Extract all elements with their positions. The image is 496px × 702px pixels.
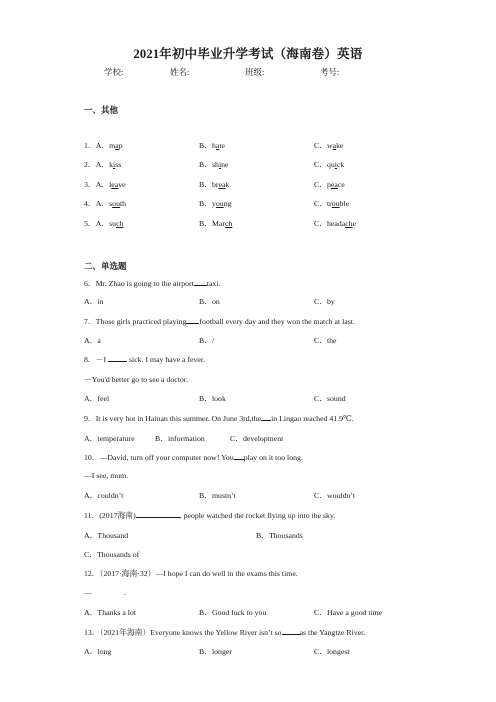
answer-blank [261, 413, 271, 421]
option-c: C．Have a good time [314, 608, 383, 617]
option-c: C．wouldn’t [314, 491, 356, 500]
option-c: C．longest [314, 647, 350, 656]
option-b: B．longer [199, 647, 232, 656]
answer-blank [282, 627, 300, 635]
option-c: C．development [230, 434, 284, 443]
option-a: A．feel [84, 394, 110, 403]
option-a: A．a [84, 336, 101, 345]
option-a: A．Thanks a lot [84, 608, 136, 617]
option-a: A．in [84, 297, 104, 306]
option-b: B．information [155, 434, 205, 443]
question-13: 13．（2021年海南）Everyone knows the Yellow River isn’t so as the Yangtze River. [84, 628, 366, 637]
question-12: 12．（2017·海南·32）—I hope I can do well in the exams this time. [84, 569, 298, 578]
class-label: 班级: [245, 67, 265, 77]
option-a: A．temperature [84, 434, 135, 443]
option-b: B．Thousands [256, 531, 303, 540]
question-11: 11．(2017海南) , people watched the rocket flying up into the sky. [84, 511, 336, 520]
exam-title: 2021年初中毕业升学考试（海南卷）英语 [133, 47, 363, 61]
question-7: 7．Those girls practiced playing football every day and they won the match at last. [84, 317, 355, 326]
school-label: 学校: [104, 67, 124, 77]
option-b: B．Good luck to you [199, 608, 267, 617]
answer-blank [194, 278, 207, 286]
question-10: 10．—David, turn off your computer now! You play on it too long. [84, 453, 303, 462]
option-a: A．couldn’t [84, 491, 124, 500]
question-8: 8．－I sick. I may have a fever. [84, 355, 205, 364]
option-c: C．the [314, 336, 337, 345]
option-b: B．/ [199, 336, 215, 345]
option-c: C．Thousands of [84, 550, 140, 559]
name-label: 姓名: [170, 67, 190, 77]
section-heading-other: 一、其他 [84, 105, 119, 115]
question-9: 9．It is very hot in Hainan this summer. On June 3rd,the in Lingao reached 41.9℃. [84, 414, 354, 423]
number-label: 考号: [320, 67, 340, 77]
question-6: 6．Mr. Zhao is going to the airport taxi. [84, 279, 221, 288]
answer-blank [234, 452, 244, 460]
exam-page: 2021年初中毕业升学考试（海南卷）英语 学校: 姓名: 班级: 考号: 一、其他 1．A．map B．hate C．wake 2．A．kiss B．shine C．quick 3．A．leave B．break C．peace 4．A．south B．young C．trouble 5．A．such B．March C．headache 二、单选题 6．Mr. Zhao is going to the airport taxi. A．in B．on C．by 7．Those girls practiced playing football every day and they won the match at last. A．a B．/ C．the 8．－I sick. I may have a fever. －You'd better go to see a doctor. A．feel B．look C．sound 9．It is very hot in Hainan this summer. On June 3rd,the in Lingao reached 41.9℃. A．temperature B．information C．development 10．—David, turn off your computer now! You play on it too long. —I see, mum. A．couldn’t B．mustn’t C．wouldn’t 11．(2017海南) , people watched the rocket flying up into the sky. A．Thousand B．Thousands C．Thousands of 12．（2017·海南·32）—I hope I can do well in the exams this time. — . A．Thanks a lot B．Good luck to you C．Have a good time 13．（2021年海南）Everyone knows the Yellow River isn’t so as the Yangtze River. A．long B．longer C．longest [0, 0, 496, 702]
section-heading-single-choice: 二、单选题 [84, 261, 127, 271]
question-8-reply: －You'd better go to see a doctor. [84, 375, 188, 384]
question-12-reply: — . [84, 588, 126, 597]
option-c: C．by [314, 297, 335, 306]
answer-blank [186, 316, 199, 324]
option-b: B．mustn’t [199, 491, 236, 500]
option-c: C．sound [314, 394, 346, 403]
option-b: B．look [199, 394, 226, 403]
option-b: B．on [199, 297, 220, 306]
option-a: A．Thousand [84, 531, 129, 540]
option-a: A．long [84, 647, 112, 656]
answer-blank [136, 510, 180, 518]
answer-blank [108, 354, 127, 362]
question-10-reply: —I see, mum. [84, 471, 129, 480]
